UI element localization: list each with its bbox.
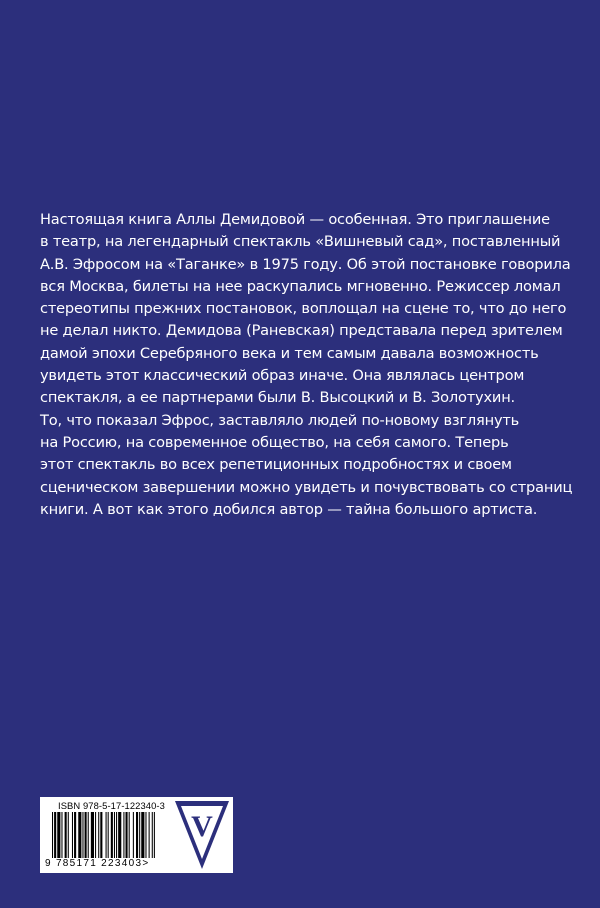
barcode-bar — [136, 812, 138, 858]
annotation-line: этот спектакль во всех репетиционных подробностях и своем — [40, 456, 512, 474]
barcode-bar — [141, 812, 144, 858]
barcode-bar — [133, 812, 134, 858]
barcode-bar — [108, 812, 109, 858]
barcode-bar — [91, 812, 94, 858]
v-shield-logo-icon — [171, 797, 233, 873]
barcode-bar — [88, 812, 89, 858]
barcode-bar — [106, 812, 107, 858]
barcode-bar — [82, 812, 83, 858]
barcode-bar — [74, 812, 76, 858]
annotation-line: не делал никто. Демидова (Раневская) представала перед зрителем — [40, 322, 563, 340]
barcode-bar — [152, 812, 153, 858]
annotation-line: То, что показал Эфрос, заставляло людей по-новому взглянуть — [40, 411, 520, 429]
quiet-zone-marker: > — [142, 858, 150, 869]
annotation-line: увидеть этот классический образ иначе. Она являлась центром — [40, 367, 525, 385]
barcode-bar — [78, 812, 81, 858]
annotation-line: стереотипы прежних постановок, воплощал на сцене то, что до него — [40, 300, 567, 318]
book-annotation — [40, 209, 580, 521]
barcode-bar — [68, 812, 69, 858]
barcode-bar — [116, 812, 117, 858]
barcode-number: 9 785171 223403 — [45, 858, 143, 869]
annotation-line: Настоящая книга Аллы Демидовой — особенная. Это приглашение — [40, 211, 550, 228]
barcode-bar — [61, 812, 62, 858]
barcode-bar — [100, 812, 102, 858]
annotation-line: в театр, на легендарный спектакль «Вишневый сад», поставленный — [40, 233, 561, 251]
barcode-bar — [85, 812, 87, 858]
barcode-bar — [52, 812, 53, 858]
barcode-bar — [118, 812, 121, 858]
annotation-line: А.В. Эфросом на «Таганке» в 1975 году. Об этой постановке говорила — [40, 255, 571, 273]
barcode-bar — [149, 812, 150, 858]
annotation-line: сценическом завершении можно увидеть и почувствовать со страниц — [40, 478, 573, 496]
isbn-label: ISBN 978-5-17-122340-3 — [58, 800, 165, 811]
barcode-bar — [95, 812, 96, 858]
annotation-line: на Россию, на современное общество, на себя самого. Теперь — [40, 433, 509, 451]
barcode-bar — [129, 812, 130, 858]
barcode-bar — [123, 812, 124, 858]
barcode-bar — [98, 812, 99, 858]
annotation-line: спектакля, а ее партнерами были В. Высоцкий и В. Золотухин. — [40, 389, 515, 407]
barcode-bar — [126, 812, 128, 858]
barcode-bar — [114, 812, 115, 858]
annotation-line: вся Москва, билеты на нее раскупались мгновенно. Режиссер ломал — [40, 277, 561, 295]
barcode-bar — [54, 812, 56, 858]
barcode-digits — [45, 858, 150, 869]
annotation-line: дамой эпохи Серебряного века и тем самым давала возможность — [40, 344, 539, 362]
barcode-bar — [65, 812, 67, 858]
barcode-bar — [139, 812, 140, 858]
barcode-bar — [72, 812, 73, 858]
logo-letter: V — [191, 810, 213, 843]
barcode-bar — [57, 812, 60, 858]
barcode-bar — [145, 812, 146, 858]
barcode-bar — [154, 812, 155, 858]
barcode-bar — [111, 812, 113, 858]
annotation-line: книги. А вот как этого добился автор — тайна большого артиста. — [40, 500, 538, 518]
